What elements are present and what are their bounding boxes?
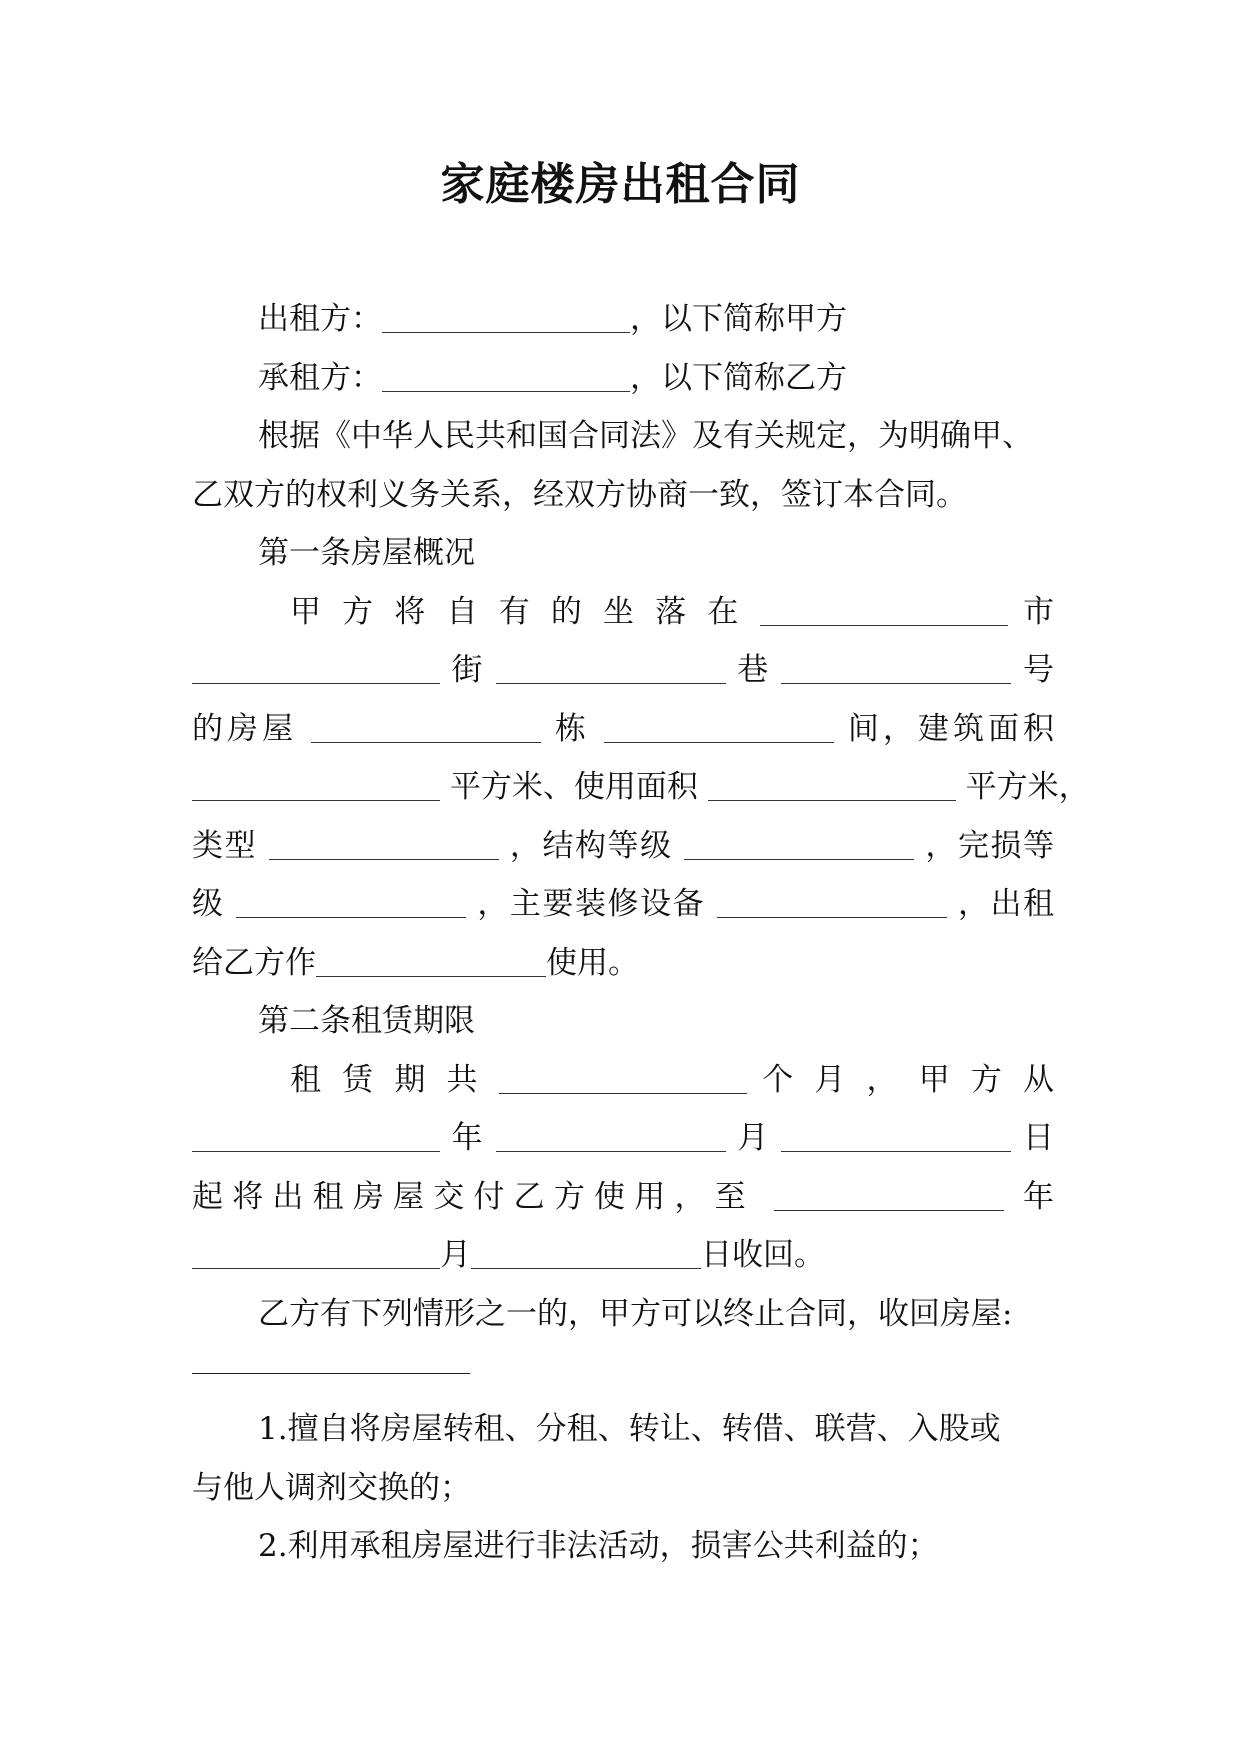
article-2-heading: 第二条租赁期限	[258, 1003, 475, 1039]
floor-area-blank[interactable]	[192, 770, 440, 801]
article-1-heading: 第一条房屋概况	[258, 535, 475, 571]
article-2-line-1	[192, 1051, 1054, 1110]
preamble-line-1: 根据《中华人民共和国合同法》及有关规定，为明确甲、	[258, 418, 1033, 454]
lane-blank[interactable]	[781, 653, 1011, 684]
clause-2-line-1: 2.利用承租房屋进行非法活动，损害公共利益的；	[258, 1528, 939, 1564]
text-fragment: 年	[1023, 1178, 1054, 1215]
text-fragment: ，结构等级	[509, 827, 673, 864]
text-fragment: 的	[550, 593, 588, 630]
text-fragment: 有	[498, 593, 536, 630]
text-fragment: 从	[1023, 1061, 1055, 1098]
months-blank[interactable]	[499, 1063, 747, 1094]
termination-clause: 乙方有下列情形之一的，甲方可以终止合同，收回房屋:	[258, 1295, 1013, 1332]
text-fragment: 类型	[192, 827, 258, 864]
text-fragment: 街	[451, 652, 485, 688]
lessee-label: 承租方：	[258, 359, 382, 396]
end-day-blank[interactable]	[471, 1238, 701, 1269]
street-blank[interactable]	[496, 653, 726, 684]
address-blank-1[interactable]	[192, 653, 440, 684]
text-fragment: 巷	[737, 652, 770, 688]
text-fragment: 坐	[603, 593, 640, 630]
text-fragment: ，完损等	[925, 827, 1055, 864]
text-fragment: 平方米，	[965, 769, 1090, 805]
text-fragment: 日	[1023, 1120, 1054, 1156]
lessee-blank[interactable]	[382, 361, 630, 392]
lessee-suffix: ，以下简称乙方	[630, 359, 847, 396]
contract-body-continued	[192, 1400, 1054, 1576]
lessor-label: 出租方：	[258, 301, 382, 337]
start-month-blank[interactable]	[496, 1121, 726, 1152]
text-fragment: ，出租	[957, 886, 1055, 922]
text-fragment: 月	[440, 1237, 471, 1273]
structure-grade-blank[interactable]	[684, 829, 914, 860]
text-fragment: 月	[814, 1061, 852, 1098]
text-fragment: ，主要装修设备	[477, 886, 706, 922]
text-fragment: 个	[762, 1061, 799, 1098]
article-1-line-5	[192, 817, 1054, 876]
end-year-blank[interactable]	[774, 1180, 1004, 1211]
text-fragment: 平方米、使用面积	[449, 769, 698, 805]
article-1-line-2	[192, 641, 1054, 700]
text-fragment: 号	[1023, 652, 1054, 688]
text-fragment: 方	[970, 1061, 1008, 1098]
room-blank[interactable]	[604, 712, 834, 743]
end-month-blank[interactable]	[192, 1238, 440, 1269]
building-blank[interactable]	[311, 712, 541, 743]
text-fragment: 落	[655, 593, 692, 630]
article-1-line-3	[192, 700, 1054, 759]
usable-area-blank[interactable]	[708, 770, 956, 801]
text-fragment: 起将出租房屋交付乙方使用，至	[192, 1178, 755, 1215]
text-fragment: 使用。	[546, 944, 639, 981]
text-fragment: 间，建筑面积	[847, 710, 1055, 747]
text-fragment: 共	[446, 1061, 484, 1098]
text-fragment: 期	[394, 1061, 431, 1098]
article-1-line-4	[192, 758, 1090, 817]
usage-blank[interactable]	[316, 946, 546, 977]
article-1-line-7	[192, 934, 1054, 993]
contract-body	[192, 290, 1090, 1343]
clause-1-line-2: 与他人调剂交换的；	[192, 1469, 471, 1506]
lessor-suffix: ，以下简称甲方	[630, 301, 847, 337]
article-2-line-4	[192, 1226, 1054, 1285]
preamble-line-2: 乙双方的权利义务关系，经双方协商一致，签订本合同。	[192, 476, 967, 513]
text-fragment: 在	[707, 593, 745, 630]
condition-grade-blank[interactable]	[236, 887, 466, 918]
text-fragment: 甲	[290, 593, 327, 630]
type-blank[interactable]	[269, 829, 499, 860]
article-2-line-3	[192, 1168, 1054, 1227]
start-day-blank[interactable]	[781, 1121, 1011, 1152]
text-fragment: 自	[446, 593, 484, 630]
lessor-line	[192, 290, 1054, 349]
text-fragment: 甲	[918, 1061, 956, 1098]
text-fragment: 方	[342, 593, 379, 630]
text-fragment: ，	[866, 1061, 904, 1098]
start-year-blank[interactable]	[192, 1121, 440, 1152]
lessor-blank[interactable]	[382, 302, 630, 333]
document-title: 家庭楼房出租合同	[440, 159, 801, 210]
text-fragment: 租	[290, 1061, 327, 1098]
text-fragment: 月	[737, 1120, 770, 1156]
footnote-divider	[192, 1373, 470, 1374]
lessee-line	[192, 349, 1054, 408]
text-fragment: 年	[451, 1120, 485, 1156]
text-fragment: 将	[394, 593, 431, 630]
city-blank[interactable]	[760, 595, 1008, 626]
article-1-line-1	[192, 583, 1054, 642]
text-fragment: 的房屋	[192, 710, 298, 747]
text-fragment: 给乙方作	[192, 944, 316, 981]
text-fragment: 赁	[342, 1061, 379, 1098]
text-fragment: 级	[192, 886, 225, 922]
equipment-blank[interactable]	[717, 887, 947, 918]
text-fragment: 市	[1023, 593, 1055, 630]
text-fragment: 日收回。	[701, 1237, 825, 1273]
clause-1-line-1: 1.擅自将房屋转租、分租、转让、转借、联营、入股或	[258, 1411, 1001, 1447]
article-1-line-6	[192, 875, 1054, 934]
article-2-line-2	[192, 1109, 1054, 1168]
text-fragment: 栋	[554, 710, 590, 747]
